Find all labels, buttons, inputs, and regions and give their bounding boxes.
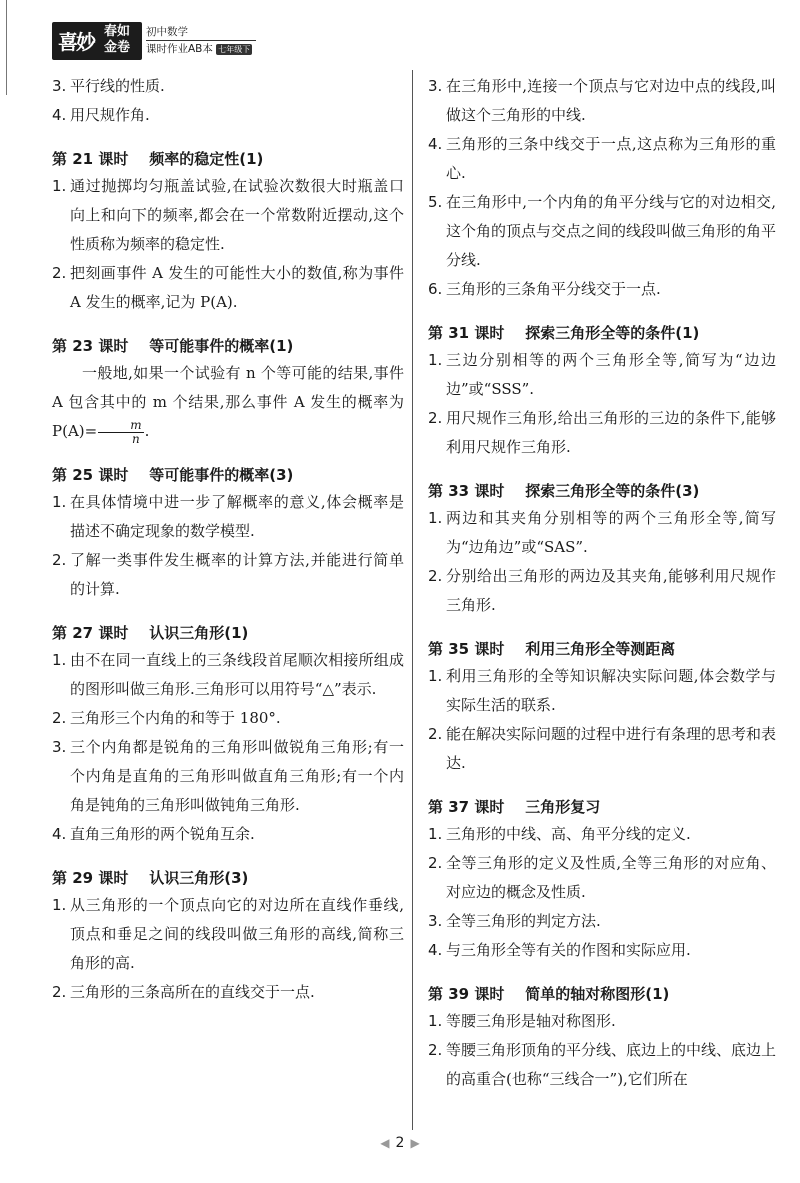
item-text: 用尺规作三角形,给出三角形的三边的条件下,能够利用尺规作三角形.	[446, 409, 776, 456]
section-29	[52, 865, 404, 1007]
section-27	[52, 620, 404, 849]
item-number: 1.	[428, 825, 443, 843]
list-item	[52, 546, 404, 604]
column-divider	[412, 70, 413, 1130]
list-item	[428, 275, 776, 304]
item-number: 3.	[52, 738, 67, 756]
section-31	[428, 320, 776, 462]
list-item	[428, 72, 776, 130]
list-item	[52, 891, 404, 978]
item-text: 等腰三角形是轴对称图形.	[446, 1012, 616, 1030]
item-text: 分别给出三角形的两边及其夹角,能够利用尺规作三角形.	[446, 567, 776, 614]
list-item	[428, 404, 776, 462]
item-number: 4.	[428, 941, 443, 959]
item-number: 3.	[428, 912, 443, 930]
item-number: 6.	[428, 280, 443, 298]
section-title: 第 25 课时 等可能事件的概率(3)	[52, 466, 294, 484]
list-item	[52, 172, 404, 259]
item-text: 在三角形中,一个内角的角平分线与它的对边相交,这个角的顶点与交点之间的线段叫做三角形的角平分线.	[446, 193, 777, 269]
item-number: 4.	[428, 135, 443, 153]
subject-label: 初中数学	[146, 24, 256, 41]
page-edge-rule	[6, 0, 7, 95]
list-item	[428, 849, 776, 907]
section-title: 第 35 课时 利用三角形全等测距离	[428, 640, 676, 658]
item-number: 2.	[52, 551, 67, 569]
item-number: 1.	[52, 896, 67, 914]
list-item	[428, 662, 776, 720]
section-35	[428, 636, 776, 778]
brand-name: 春如金卷	[104, 24, 131, 55]
list-item	[428, 720, 776, 778]
item-text: 两边和其夹角分别相等的两个三角形全等,简写为“边角边”或“SAS”.	[446, 509, 776, 556]
item-text: 等腰三角形顶角的平分线、底边上的中线、底边上的高重合(也称“三线合一”),它们所在	[446, 1041, 777, 1088]
list-item	[428, 504, 776, 562]
section-23	[52, 333, 404, 446]
book-info	[146, 24, 256, 57]
section-21	[52, 146, 404, 317]
section-title: 第 27 课时 认识三角形(1)	[52, 624, 249, 642]
list-item	[52, 978, 404, 1007]
page-header	[52, 22, 257, 62]
list-item	[52, 101, 404, 130]
item-number: 2.	[428, 567, 443, 585]
top-item-list	[52, 72, 404, 130]
item-text: 三角形的三条角平分线交于一点.	[446, 280, 661, 298]
top-item-list	[428, 72, 776, 304]
list-item	[428, 1036, 776, 1094]
grade-badge: 七年级下	[218, 45, 251, 54]
item-text: 三角形的三条中线交于一点,这点称为三角形的重心.	[446, 135, 776, 182]
item-text: 三个内角都是锐角的三角形叫做锐角三角形;有一个内角是直角的三角形叫做直角三角形;有一个内角是钝角的三角形叫做钝角三角形.	[70, 738, 404, 814]
list-item	[428, 820, 776, 849]
item-number: 1.	[52, 493, 67, 511]
list-item	[428, 188, 776, 275]
section-37	[428, 794, 776, 965]
list-item	[52, 646, 404, 704]
section-title: 第 31 课时 探索三角形全等的条件(1)	[428, 324, 700, 342]
right-column	[428, 72, 776, 1094]
item-number: 5.	[428, 193, 443, 211]
item-number: 2.	[52, 983, 67, 1001]
item-text: 在三角形中,连接一个顶点与它对边中点的线段,叫做这个三角形的中线.	[446, 77, 776, 124]
next-page-icon[interactable]: ▶	[410, 1136, 420, 1150]
item-text: 全等三角形的定义及性质,全等三角形的对应角、对应边的概念及性质.	[446, 854, 776, 901]
brand-logo	[52, 22, 142, 60]
item-text: 在具体情境中进一步了解概率的意义,体会概率是描述不确定现象的数学模型.	[70, 493, 404, 540]
item-number: 1.	[52, 177, 67, 195]
item-number: 2.	[428, 854, 443, 872]
section-title: 第 37 课时 三角形复习	[428, 798, 601, 816]
definition-paragraph	[52, 359, 404, 446]
section-title: 第 21 课时 频率的稳定性(1)	[52, 150, 264, 168]
item-number: 3.	[428, 77, 443, 95]
item-text: 三角形的三条高所在的直线交于一点.	[70, 983, 315, 1001]
item-number: 1.	[52, 651, 67, 669]
item-number: 2.	[52, 264, 67, 282]
item-number: 2.	[428, 409, 443, 427]
item-text: 三边分别相等的两个三角形全等,简写为“边边边”或“SSS”.	[446, 351, 776, 398]
page-footer	[0, 1135, 800, 1151]
item-number: 2.	[428, 725, 443, 743]
logo-script-text: 喜妙	[58, 30, 94, 54]
item-number: 1.	[428, 509, 443, 527]
item-number: 3.	[52, 77, 67, 95]
section-title: 第 33 课时 探索三角形全等的条件(3)	[428, 482, 700, 500]
list-item	[52, 259, 404, 317]
item-number: 1.	[428, 667, 443, 685]
item-text: 与三角形全等有关的作图和实际应用.	[446, 941, 691, 959]
probability-fraction	[98, 419, 143, 446]
fraction-numerator: m	[98, 419, 143, 433]
item-text: 直角三角形的两个锐角互余.	[70, 825, 255, 843]
item-text: 把刻画事件 A 发生的可能性大小的数值,称为事件 A 发生的概率,记为 P(A).	[70, 264, 404, 311]
paragraph-end: .	[144, 422, 150, 440]
section-title: 第 23 课时 等可能事件的概率(1)	[52, 337, 294, 355]
item-text: 三角形的中线、高、角平分线的定义.	[446, 825, 691, 843]
item-text: 利用三角形的全等知识解决实际问题,体会数学与实际生活的联系.	[446, 667, 776, 714]
section-33	[428, 478, 776, 620]
item-text: 能在解决实际问题的过程中进行有条理的思考和表达.	[446, 725, 777, 772]
item-text: 了解一类事件发生概率的计算方法,并能进行简单的计算.	[70, 551, 404, 598]
item-text: 从三角形的一个顶点向它的对边所在直线作垂线,顶点和垂足之间的线段叫做三角形的高线,简称三角形的高.	[70, 896, 404, 972]
section-39	[428, 981, 776, 1094]
list-item	[428, 907, 776, 936]
list-item	[52, 733, 404, 820]
list-item	[52, 820, 404, 849]
page-number: 2	[395, 1135, 405, 1151]
section-title: 第 39 课时 简单的轴对称图形(1)	[428, 985, 670, 1003]
item-number: 1.	[428, 351, 443, 369]
list-item	[52, 72, 404, 101]
fraction-denominator: n	[132, 431, 140, 446]
list-item	[428, 1007, 776, 1036]
section-title: 第 29 课时 认识三角形(3)	[52, 869, 249, 887]
item-text: 全等三角形的判定方法.	[446, 912, 601, 930]
paragraph-text: 一般地,如果一个试验有 n 个等可能的结果,事件 A 包含其中的 m 个结果,那么事件 A 发生的概率为 P(A)=	[52, 364, 404, 440]
item-text: 用尺规作角.	[70, 106, 150, 124]
left-column	[52, 72, 404, 1007]
item-number: 4.	[52, 825, 67, 843]
list-item	[428, 936, 776, 965]
list-item	[428, 130, 776, 188]
item-number: 4.	[52, 106, 67, 124]
item-number: 1.	[428, 1012, 443, 1030]
list-item	[428, 346, 776, 404]
list-item	[428, 562, 776, 620]
item-number: 2.	[52, 709, 67, 727]
list-item	[52, 704, 404, 733]
prev-page-icon[interactable]: ◀	[380, 1136, 390, 1150]
book-title-line	[146, 41, 256, 57]
item-text: 通过抛掷均匀瓶盖试验,在试验次数很大时瓶盖口向上和向下的频率,都会在一个常数附近摆动,这个性质称为频率的稳定性.	[70, 177, 404, 253]
section-25	[52, 462, 404, 604]
item-text: 由不在同一直线上的三条线段首尾顺次相接所组成的图形叫做三角形.三角形可以用符号“△”表示.	[70, 651, 404, 698]
item-number: 2.	[428, 1041, 443, 1059]
item-text: 三角形三个内角的和等于 180°.	[70, 709, 281, 727]
list-item	[52, 488, 404, 546]
item-text: 平行线的性质.	[70, 77, 165, 95]
book-title: 课时作业AB本	[146, 43, 213, 55]
